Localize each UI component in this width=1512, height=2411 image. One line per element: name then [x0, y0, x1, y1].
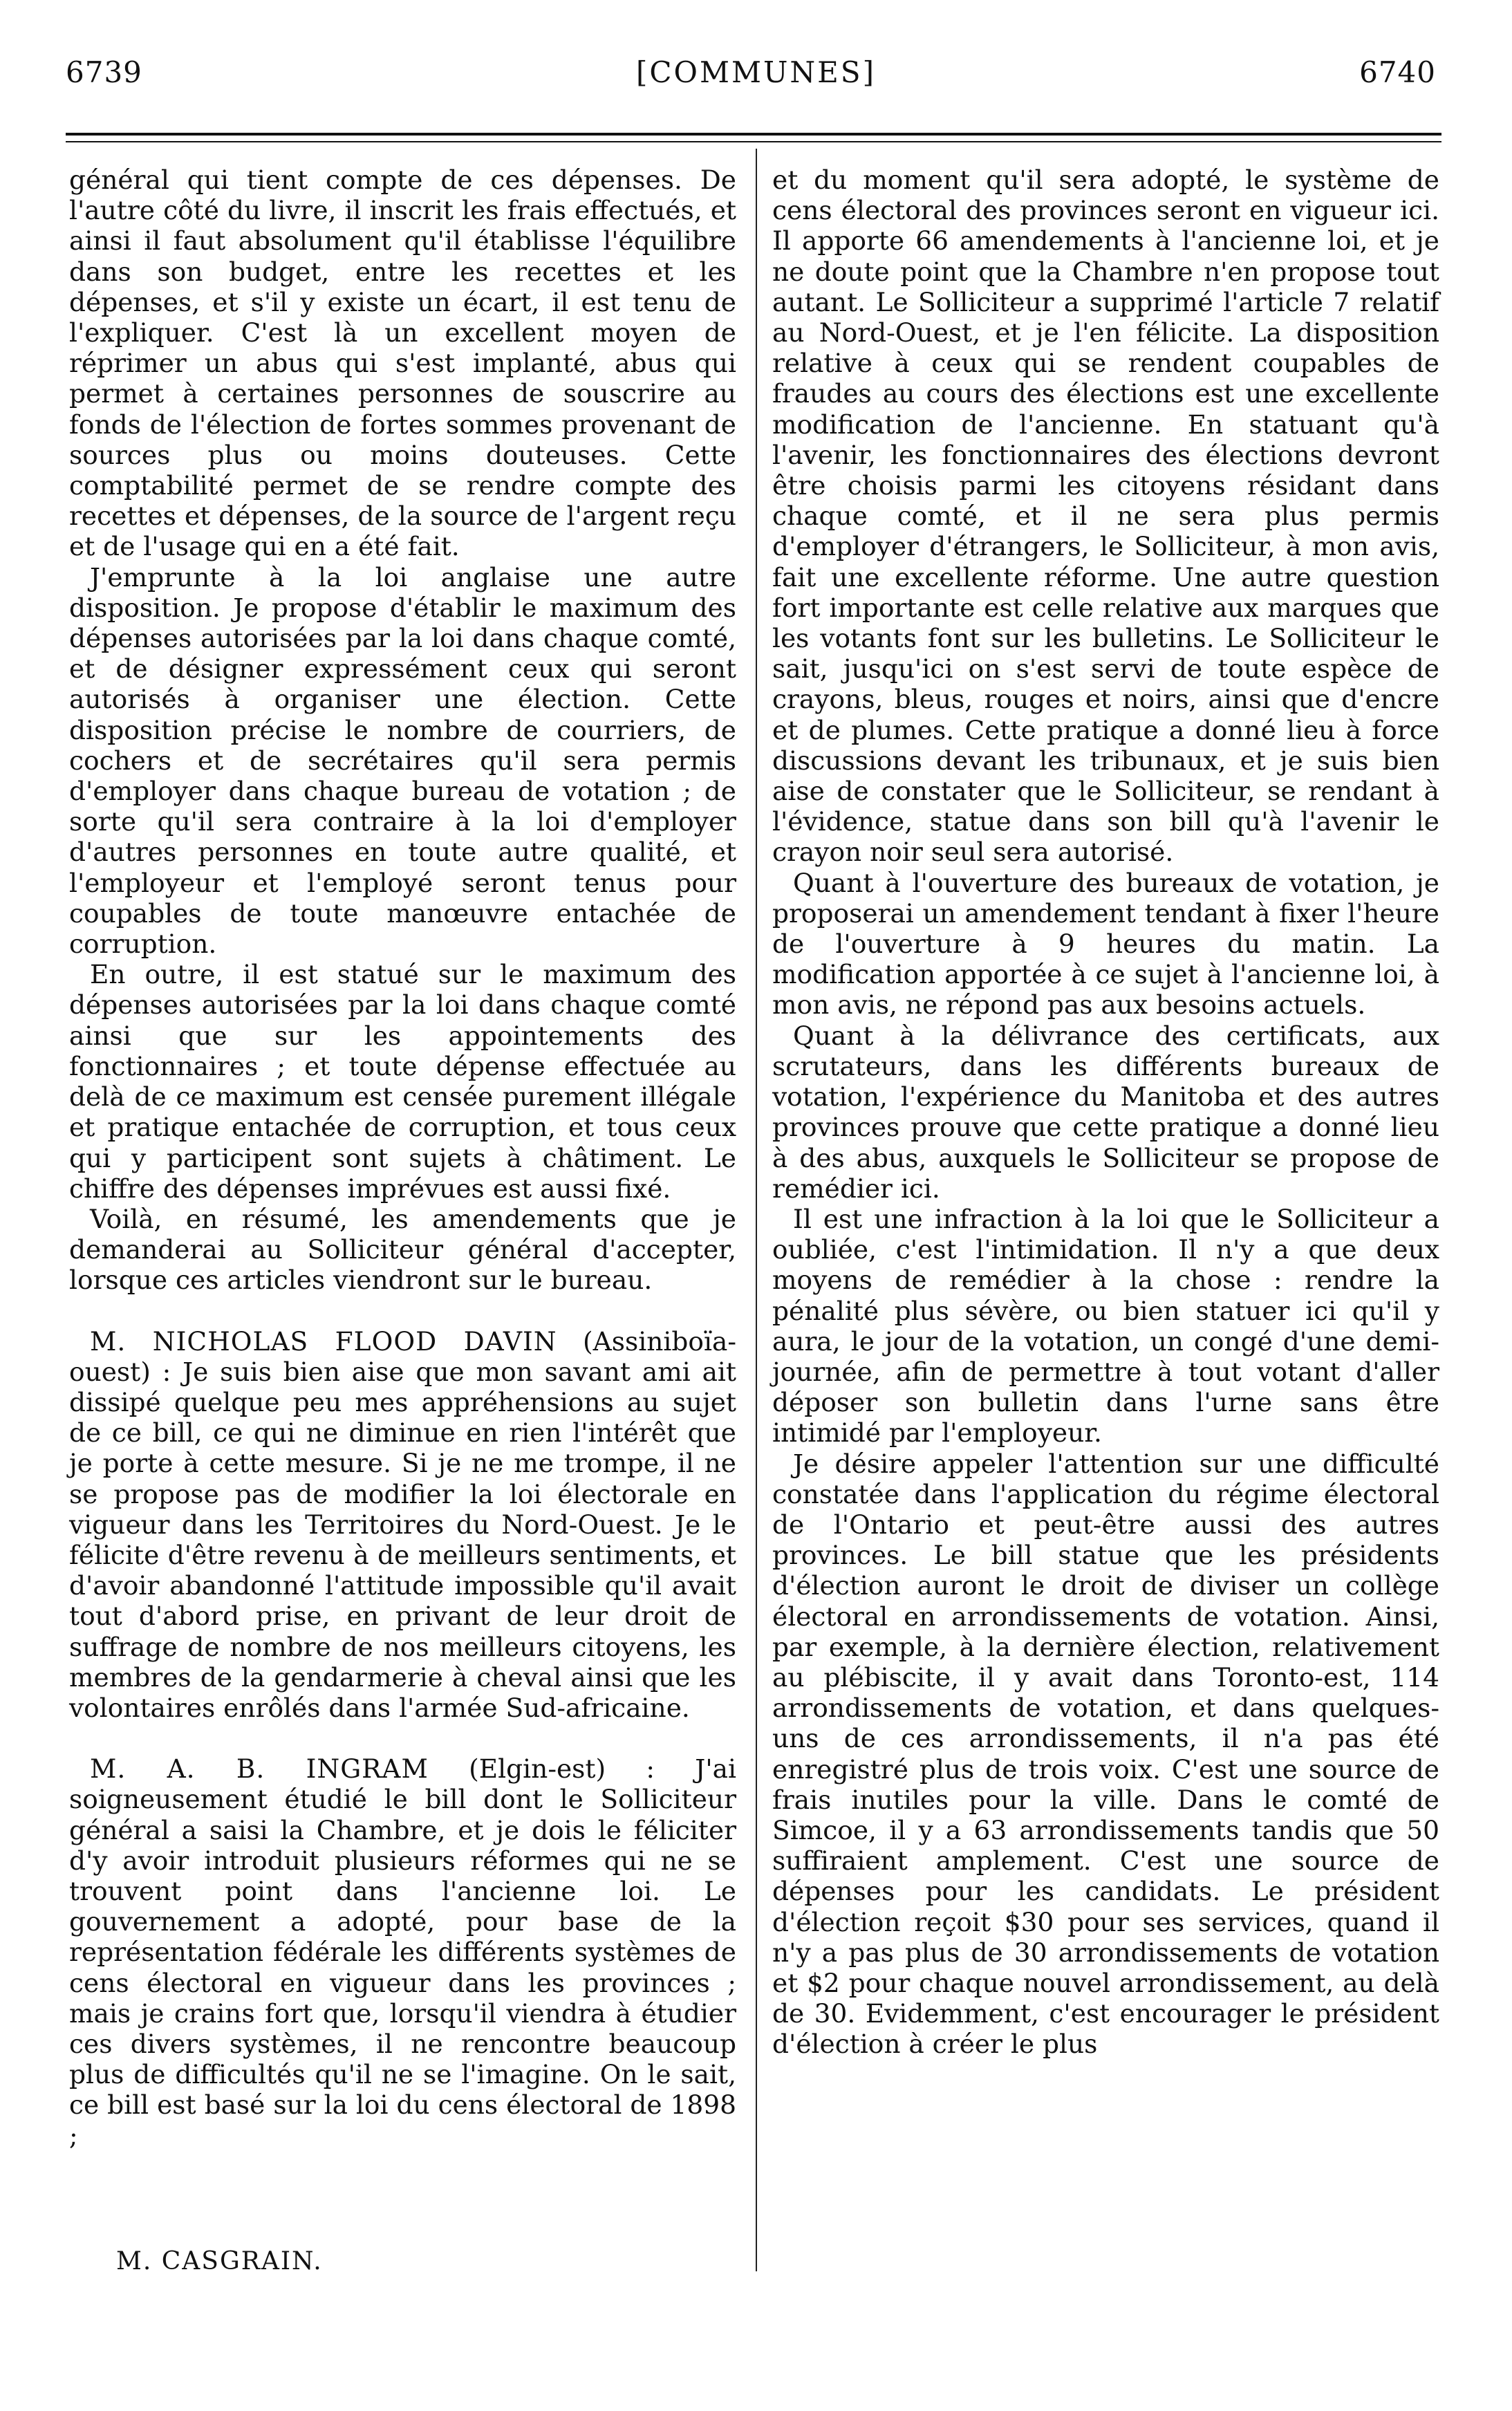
speech-text: (Assiniboïa-ouest) : Je suis bien aise que mon savant ami ait dissipé quelque peu mes appréhensions au sujet de ce bill, ce qui ne diminue en rien l'intérêt que je porte à cette mesure. Si je ne me trompe, il ne se propose pas de modifier la loi électorale en vigueur dans les Territoires du Nord-Ouest. Je le félicite d'être revenu à de meilleurs sentiments, et d'avoir abandonné l'attitude impossible qu'il avait tout d'abord prise, en privant de leur droit de suffrage de nombre de nos meilleurs citoyens, les membres de la gendarmerie à cheval ainsi que les volontaires enrôlés dans l'armée Sud-africaine.: [69, 1325, 736, 1723]
right-column: [772, 165, 1439, 2060]
paragraph: Quant à l'ouverture des bureaux de votation, je proposerai un amendement tendant à fixer l'heure de l'ouverture à 9 heures du matin. La modification apportée à ce sujet à l'ancienne loi, à mon avis, ne répond pas aux besoins actuels.: [772, 867, 1439, 1021]
header-rule-thin: [66, 141, 1441, 142]
footer-speaker-reference: M. CASGRAIN.: [116, 2247, 323, 2275]
page-number-right: 6740: [1359, 55, 1436, 89]
paragraph: et du moment qu'il sera adopté, le système de cens électoral des provinces seront en vigueur ici. Il apporte 66 amendements à l'ancienne loi, et je ne doute point que la Chambre n'en propose tout autant. Le Solliciteur a supprimé l'article 7 relatif au Nord-Ouest, et je l'en félicite. La disposition relative à ceux qui se rendent coupables de fraudes au cours des élections est une excellente modification de l'ancienne. En statuant qu'à l'avenir, les fonctionnaires des élections devront être choisis parmi les citoyens résidant dans chaque comté, et il ne sera plus permis d'employer d'étrangers, le Solliciteur, à mon avis, fait une excellente réforme. Une autre question fort importante est celle relative aux marques que les votants font sur les bulletins. Le Solliciteur le sait, jusqu'ici on s'est servi de toute espèce de crayons, bleus, rouges et noirs, ainsi que d'encre et de plumes. Cette pratique a donné lieu à force discussions devant les tribunaux, et je suis bien aise de constater que le Solliciteur, se rendant à l'évidence, statue dans son bill qu'à l'avenir le crayon noir seul sera autorisé.: [772, 165, 1439, 868]
column-divider: [756, 149, 757, 2271]
speech-ingram: [69, 1753, 736, 2151]
paragraph: Il est une infraction à la loi que le Solliciteur a oubliée, c'est l'intimidation. Il n'y a que deux moyens de remédier à la chose : rendre la pénalité plus sévère, ou bien statuer ici qu'il y aura, le jour de la votation, un congé d'une demi-journée, afin de permettre à tout votant d'aller déposer son bulletin dans l'urne sans être intimidé par l'employeur.: [772, 1203, 1439, 1449]
paragraph: En outre, il est statué sur le maximum des dépenses autorisées par la loi dans chaque comté ainsi que sur les appointements des fonctionnaires ; et toute dépense effectuée au delà de ce maximum est censée purement illégale et pratique entachée de corruption, et tous ceux qui y participent sont sujets à châtiment. Le chiffre des dépenses imprévues est aussi fixé.: [69, 959, 736, 1204]
paragraph: J'emprunte à la loi anglaise une autre disposition. Je propose d'établir le maximum des dépenses autorisées par la loi dans chaque comté, et de désigner expressément ceux qui seront autorisés à organiser une élection. Cette disposition précise le nombre de courriers, de cochers et de secrétaires qu'il sera permis d'employer dans chaque bureau de votation ; de sorte qu'il sera contraire à la loi d'employer d'autres personnes en toute autre qualité, et l'employeur et l'employé seront tenus pour coupables de toute manœuvre entachée de corruption.: [69, 561, 736, 960]
paragraph: Je désire appeler l'attention sur une difficulté constatée dans l'application du régime électoral de l'Ontario et peut-être aussi des autres provinces. Le bill statue que les présidents d'élection auront le droit de diviser un collège électoral en arrondissements de votation. Ainsi, par exemple, à la dernière élection, relativement au plébiscite, il y avait dans Toronto-est, 114 arrondissements de votation, et dans quelques-uns de ces arrondissements, il n'a pas été enregistré plus de trois voix. C'est une source de frais inutiles pour la ville. Dans le comté de Simcoe, il y a 63 arrondissements tandis que 50 suffiraient amplement. C'est une source de dépenses pour les candidats. Le président d'élection reçoit $30 pour ses services, quand il n'y a pas plus de 30 arrondissements de votation et $2 pour chaque nouvel arrondissement, au delà de 30. Evidemment, c'est encourager le président d'élection à créer le plus: [772, 1448, 1439, 2060]
header-rule-thick: [66, 133, 1441, 136]
page-header: [0, 55, 1512, 104]
left-column: [69, 165, 736, 2151]
paragraph: général qui tient compte de ces dépenses. De l'autre côté du livre, il inscrit les frais effectués, et ainsi il faut absolument qu'il établisse l'équilibre dans son budget, entre les recettes et les dépenses, et s'il y existe un écart, il est tenu de l'expliquer. C'est là un excellent moyen de réprimer un abus qui s'est implanté, abus qui permet à certaines personnes de souscrire au fonds de l'élection de fortes sommes provenant de sources plus ou moins douteuses. Cette comptabilité permet de se rendre compte des recettes et dépenses, de la source de l'argent reçu et de l'usage qui en a été fait.: [69, 165, 736, 562]
page-number-left: 6739: [66, 55, 142, 89]
page-title: [COMMUNES]: [636, 55, 876, 89]
speaker-name: M. A. B. INGRAM: [90, 1753, 429, 1785]
speaker-name: M. NICHOLAS FLOOD DAVIN: [90, 1325, 557, 1357]
speech-davin: [69, 1326, 736, 1724]
paragraph: Voilà, en résumé, les amendements que je demanderai au Solliciteur général d'accepter, lorsque ces articles viendront sur le bureau.: [69, 1203, 736, 1296]
speech-text: (Elgin-est) : J'ai soigneusement étudié le bill dont le Solliciteur général a saisi la Chambre, et je dois le féliciter d'y avoir introduit plusieurs réformes qui ne se trouvent point dans l'ancienne loi. Le gouvernement a adopté, pour base de la représentation fédérale les différents systèmes de cens électoral en vigueur dans les provinces ; mais je crains fort que, lorsqu'il viendra à étudier ces divers systèmes, il ne rencontre beaucoup plus de difficultés qu'il ne se l'imagine. On le sait, ce bill est basé sur la loi du cens électoral de 1898 ;: [69, 1753, 736, 2151]
paragraph: Quant à la délivrance des certificats, aux scrutateurs, dans les différents bureaux de votation, l'expérience du Manitoba et des autres provinces prouve que cette pratique a donné lieu à des abus, auxquels le Solliciteur se propose de remédier ici.: [772, 1020, 1439, 1204]
